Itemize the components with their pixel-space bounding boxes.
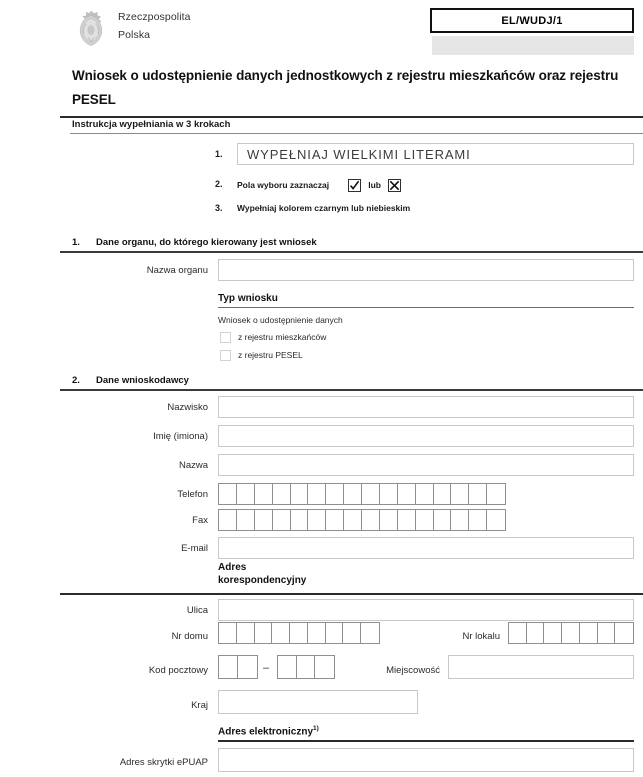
label-email: E-mail	[181, 543, 208, 554]
comb-cell[interactable]	[315, 656, 334, 678]
comb-cell[interactable]	[416, 510, 434, 530]
input-adres-skrytki-epuap[interactable]	[218, 748, 634, 772]
comb-cell[interactable]	[238, 656, 257, 678]
checkbox-label-z-rejestru-mieszkancow: z rejestru mieszkańców	[238, 332, 327, 342]
instructions-divider	[70, 133, 643, 134]
section-1-number: 1.	[72, 237, 80, 248]
instruction-step-3-label: Wypełniaj kolorem czarnym lub niebieskim	[237, 203, 411, 213]
comb-cell[interactable]	[308, 484, 326, 504]
subheading-adres-elektroniczny	[218, 725, 319, 737]
instruction-step-1-number: 1.	[215, 149, 223, 159]
comb-cell[interactable]	[291, 510, 309, 530]
typ-wniosku-divider	[218, 307, 634, 308]
comb-cell[interactable]	[398, 484, 416, 504]
comb-cell[interactable]	[362, 510, 380, 530]
label-imie-imiona: Imię (imiona)	[153, 431, 208, 442]
comb-cell[interactable]	[380, 484, 398, 504]
comb-cell[interactable]	[255, 510, 273, 530]
input-nazwa-organu[interactable]	[218, 259, 634, 281]
input-imie-imiona[interactable]	[218, 425, 634, 447]
label-telefon: Telefon	[177, 489, 208, 500]
input-telefon[interactable]	[218, 483, 506, 505]
page-title: Wniosek o udostępnienie danych jednostkowych z rejestru mieszkańców oraz rejestru PESEL	[72, 68, 619, 107]
instruction-conjunction: lub	[368, 180, 381, 190]
comb-cell[interactable]	[487, 510, 505, 530]
comb-cell[interactable]	[598, 623, 616, 643]
comb-cell[interactable]	[219, 623, 237, 643]
cross-example-icon	[388, 179, 401, 192]
section-2-divider	[60, 389, 643, 391]
comb-cell[interactable]	[344, 484, 362, 504]
comb-cell[interactable]	[290, 623, 308, 643]
input-ulica[interactable]	[218, 599, 634, 621]
checkbox-z-rejestru-mieszkancow[interactable]	[220, 332, 231, 343]
checkbox-label-z-rejestru-pesel: z rejestru PESEL	[238, 350, 303, 360]
subheading-adres-korespondencyjny-line1: Adres	[218, 562, 247, 573]
comb-cell[interactable]	[434, 510, 452, 530]
comb-cell[interactable]	[326, 510, 344, 530]
comb-cell[interactable]	[278, 656, 297, 678]
comb-cell[interactable]	[562, 623, 580, 643]
input-kod-pocztowy-left[interactable]	[218, 655, 258, 679]
comb-cell[interactable]	[416, 484, 434, 504]
comb-cell[interactable]	[273, 484, 291, 504]
emblem-text-line-1: Rzeczpospolita	[118, 11, 191, 23]
comb-cell[interactable]	[219, 510, 237, 530]
instructions-heading: Instrukcja wypełniania w 3 krokach	[72, 119, 231, 130]
input-nazwisko[interactable]	[218, 396, 634, 418]
comb-cell[interactable]	[237, 484, 255, 504]
input-kod-pocztowy-right[interactable]	[277, 655, 335, 679]
instruction-step-3-number: 3.	[215, 203, 223, 213]
label-fax: Fax	[192, 515, 208, 526]
comb-cell[interactable]	[544, 623, 562, 643]
comb-cell[interactable]	[362, 484, 380, 504]
input-nazwa[interactable]	[218, 454, 634, 476]
comb-cell[interactable]	[326, 623, 344, 643]
form-code-text: EL/WUDJ/1	[501, 14, 563, 27]
comb-cell[interactable]	[527, 623, 545, 643]
label-ulica: Ulica	[186, 605, 208, 616]
label-kod-pocztowy: Kod pocztowy	[148, 665, 208, 676]
checkmark-example-icon	[348, 179, 361, 192]
comb-cell[interactable]	[297, 656, 316, 678]
comb-cell[interactable]	[344, 510, 362, 530]
comb-cell[interactable]	[272, 623, 290, 643]
comb-cell[interactable]	[326, 484, 344, 504]
comb-cell[interactable]	[509, 623, 527, 643]
comb-cell[interactable]	[451, 510, 469, 530]
comb-cell[interactable]	[291, 484, 309, 504]
comb-cell[interactable]	[580, 623, 598, 643]
comb-cell[interactable]	[398, 510, 416, 530]
typ-wniosku-intro: Wniosek o udostępnienie danych	[218, 315, 343, 325]
comb-cell[interactable]	[343, 623, 361, 643]
input-nr-domu[interactable]	[218, 622, 380, 644]
subheading-adres-korespondencyjny-line2: korespondencyjny	[218, 575, 307, 586]
input-fax[interactable]	[218, 509, 506, 531]
comb-cell[interactable]	[615, 623, 633, 643]
label-adres-skrytki-epuap: Adres skrytki ePUAP	[119, 757, 208, 768]
comb-cell[interactable]	[451, 484, 469, 504]
adres-korespondencyjny-divider	[60, 593, 643, 595]
comb-cell[interactable]	[219, 656, 238, 678]
label-nazwa-organu: Nazwa organu	[146, 265, 208, 276]
comb-cell[interactable]	[380, 510, 398, 530]
label-nazwisko: Nazwisko	[167, 402, 208, 413]
comb-cell[interactable]	[308, 510, 326, 530]
comb-cell[interactable]	[273, 510, 291, 530]
input-nr-lokalu[interactable]	[508, 622, 634, 644]
subheading-typ-wniosku: Typ wniosku	[218, 293, 278, 304]
comb-cell[interactable]	[308, 623, 326, 643]
comb-cell[interactable]	[487, 484, 505, 504]
title-divider	[60, 116, 643, 118]
comb-cell[interactable]	[219, 484, 237, 504]
input-email[interactable]	[218, 537, 634, 559]
polish-eagle-emblem-icon	[72, 8, 110, 50]
label-kraj: Kraj	[191, 700, 208, 711]
subheading-adres-elektroniczny-footnote: 1)	[313, 725, 319, 732]
input-miejscowosc[interactable]	[448, 655, 634, 679]
comb-cell[interactable]	[469, 510, 487, 530]
comb-cell[interactable]	[237, 510, 255, 530]
instruction-step-2-label: Pola wyboru zaznaczaj	[237, 180, 330, 190]
comb-cell[interactable]	[434, 484, 452, 504]
label-nr-domu: Nr domu	[171, 631, 208, 642]
input-nazwa-organu-value	[219, 260, 633, 265]
instruction-step-2-number: 2.	[215, 179, 223, 189]
comb-cell[interactable]	[469, 484, 487, 504]
caps-example-box	[237, 143, 634, 165]
input-kraj[interactable]	[218, 690, 418, 714]
label-nr-lokalu: Nr lokalu	[462, 631, 500, 642]
section-2-title: Dane wnioskodawcy	[96, 375, 189, 386]
instruction-step-2-row	[237, 179, 401, 192]
section-2-number: 2.	[72, 375, 80, 386]
comb-cell[interactable]	[255, 623, 273, 643]
section-1-title: Dane organu, do którego kierowany jest wniosek	[96, 237, 317, 248]
label-nazwa: Nazwa	[178, 460, 208, 471]
caps-example-text: WYPEŁNIAJ WIELKIMI LITERAMI	[247, 146, 471, 162]
form-code-gray-band	[432, 36, 634, 55]
label-miejscowosc: Miejscowość	[386, 665, 440, 676]
comb-cell[interactable]	[237, 623, 255, 643]
form-code-box	[430, 8, 634, 33]
adres-elektroniczny-divider	[218, 740, 634, 742]
subheading-adres-elektroniczny-text: Adres elektroniczny	[218, 726, 314, 738]
comb-cell[interactable]	[255, 484, 273, 504]
kod-pocztowy-separator: –	[263, 662, 270, 674]
comb-cell[interactable]	[361, 623, 379, 643]
checkbox-z-rejestru-pesel[interactable]	[220, 350, 231, 361]
section-1-divider	[60, 251, 643, 253]
emblem-text-line-2: Polska	[118, 29, 151, 41]
